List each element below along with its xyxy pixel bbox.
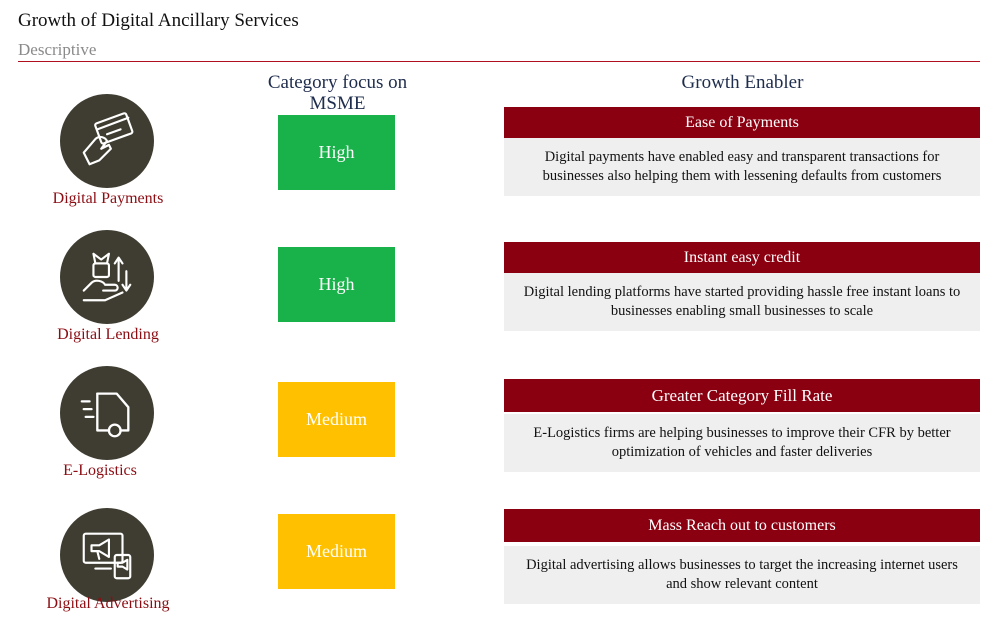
service-label-digital-advertising: Digital Advertising	[46, 595, 170, 612]
delivery-truck-icon	[60, 366, 154, 460]
focus-level-digital-lending: High	[278, 247, 395, 322]
enabler-text-e-logistics: E-Logistics firms are helping businesses to improve their CFR by better optimization of vehicles and faster deliveries	[504, 414, 980, 472]
service-label-digital-payments: Digital Payments	[52, 190, 164, 207]
focus-level-digital-payments: High	[278, 115, 395, 190]
column-header-category: Category focus on MSME	[267, 72, 408, 114]
title-divider	[18, 61, 980, 62]
column-header-growth: Growth Enabler	[681, 72, 804, 93]
page-title: Growth of Digital Ancillary Services	[18, 10, 299, 31]
enabler-title-e-logistics: Greater Category Fill Rate	[504, 379, 980, 412]
enabler-title-digital-payments: Ease of Payments	[504, 107, 980, 138]
page-subtitle: Descriptive	[18, 40, 97, 59]
enabler-text-digital-lending: Digital lending platforms have started providing hassle free instant loans to businesses enabling small businesses to scale	[504, 273, 980, 331]
service-label-e-logistics: E-Logistics	[63, 462, 137, 479]
enabler-title-digital-advertising: Mass Reach out to customers	[504, 509, 980, 542]
digital-ad-icon	[60, 508, 154, 602]
service-label-digital-lending: Digital Lending	[57, 326, 159, 343]
enabler-text-digital-payments: Digital payments have enabled easy and transparent transactions for businesses also helping them with lessening defaults from customers	[504, 138, 980, 196]
focus-level-digital-advertising: Medium	[278, 514, 395, 589]
enabler-title-digital-lending: Instant easy credit	[504, 242, 980, 273]
enabler-text-digital-advertising: Digital advertising allows businesses to target the increasing internet users and show relevant content	[504, 546, 980, 604]
focus-level-e-logistics: Medium	[278, 382, 395, 457]
card-payment-icon	[60, 94, 154, 188]
money-lending-icon	[60, 230, 154, 324]
